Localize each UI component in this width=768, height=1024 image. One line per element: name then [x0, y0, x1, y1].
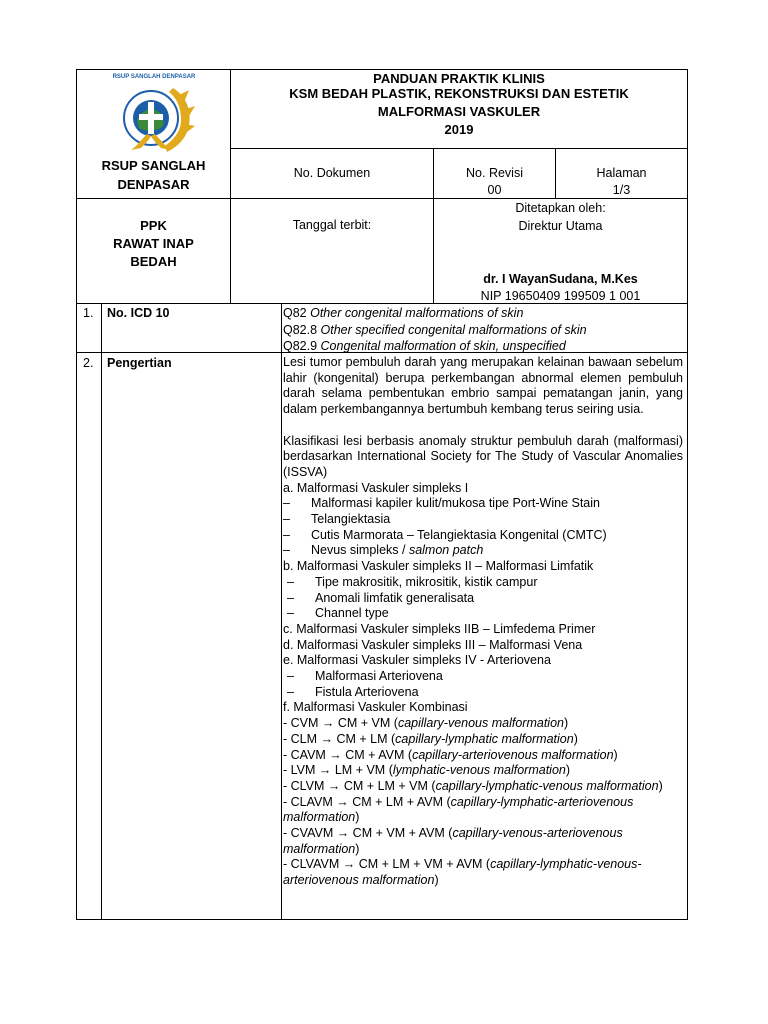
combo-item: [283, 748, 683, 764]
title-line: MALFORMASI VASKULER: [377, 104, 541, 119]
row-number: 1.: [83, 306, 94, 320]
combo-desc: capillary-lymphatic-venous-arteriovenous malformation: [283, 857, 642, 888]
class-item: [283, 512, 683, 528]
combo-item: [283, 732, 683, 748]
ditetapkan-label: Ditetapkan oleh:: [515, 201, 606, 215]
class-item-text: Cutis Marmorata – Telangiektasia Kongenital (CMTC): [311, 527, 607, 542]
document-header-table: [76, 69, 688, 304]
ppk-content-table: [76, 303, 688, 920]
logo-caption: RSUP SANGLAH DENPASAR: [112, 74, 196, 80]
dash-bullet: –: [287, 574, 294, 589]
combo-formula: - CVM → CM + VM (: [283, 716, 398, 731]
no-revisi: [434, 166, 555, 198]
class-item-text: Tipe makrositik, mikrositik, kistik campur: [315, 574, 538, 589]
classification-paragraph: Klasifikasi lesi berbasis anomaly struktur pembuluh darah (malformasi) berdasarkan International Society for The Study of Vascular Anomalies (ISSVA): [283, 433, 683, 479]
signer-nip: NIP 19650409 199509 1 001: [480, 289, 641, 303]
title-line: PANDUAN PRAKTIK KLINIS: [373, 71, 545, 86]
combo-formula: - CLAVM → CM + LM + AVM (: [283, 794, 451, 809]
combo-item: [283, 716, 683, 732]
icd-code: Q82.9: [283, 339, 321, 353]
signer-name: dr. I WayanSudana, M.Kes: [483, 272, 638, 286]
direktur-label: Direktur Utama: [518, 219, 603, 233]
icd-code-line: [283, 322, 683, 339]
title-line: 2019: [444, 122, 474, 137]
definition-paragraph: Lesi tumor pembuluh darah yang merupakan kelainan bawaan sebelum lahir (kongenital) berupa perkembangan abnormal elemen pembuluh darah selama pembentukan embrio sampai pematangan janin, yang dalam perkembangannya bertumbuh kembang terus seiring usia.: [283, 355, 683, 417]
combo-formula: - CAVM → CM + AVM (: [283, 747, 413, 762]
combo-item: [283, 763, 683, 779]
no-revisi-label: No. Revisi: [466, 166, 523, 180]
combo-end: ): [658, 778, 663, 793]
row-number: 2.: [83, 356, 94, 370]
combo-item: [283, 779, 683, 795]
combo-end: ): [565, 763, 571, 778]
combo-item: [283, 857, 683, 888]
class-item-text: Malformasi kapiler kulit/mukosa tipe Port-Wine Stain: [311, 496, 600, 511]
class-item: [283, 685, 683, 701]
combo-formula: - CLM → CM + LM (: [283, 731, 396, 746]
combo-desc: capillary-arteriovenous malformation: [412, 747, 614, 762]
class-item-text: Telangiektasia: [311, 512, 391, 527]
class-item: [283, 669, 683, 685]
combo-end: ): [434, 873, 439, 888]
class-item-text: Nevus simpleks /: [311, 543, 409, 558]
combo-end: ): [613, 747, 618, 762]
combo-formula: - CLVM → CM + LM + VM (: [283, 778, 436, 793]
class-item: [283, 591, 683, 607]
hospital-logo-icon: [111, 76, 197, 158]
class-item-text: Fistula Arteriovena: [315, 684, 419, 699]
hospital-logo: [111, 76, 197, 158]
class-heading: c. Malformasi Vaskuler simpleks IIB – Limfedema Primer: [283, 621, 596, 636]
combo-desc: capillary-lymphatic-venous malformation: [435, 778, 659, 793]
icd-code: Q82: [283, 306, 311, 320]
dash-bullet: –: [283, 543, 290, 558]
dash-bullet: –: [287, 606, 294, 621]
dash-bullet: –: [287, 669, 294, 684]
halaman: [556, 166, 687, 198]
icd-code: Q82.8: [283, 322, 321, 337]
title-line: KSM BEDAH PLASTIK, REKONSTRUKSI DAN ESTETIK: [289, 86, 629, 101]
halaman-label: Halaman: [596, 166, 647, 180]
icd-code-line: [283, 305, 683, 322]
combo-formula: - CVAVM → CM + VM + AVM (: [283, 826, 453, 841]
class-item-text: Malformasi Arteriovena: [315, 669, 443, 684]
row-label-pengertian: Pengertian: [107, 356, 172, 370]
combo-end: ): [355, 810, 360, 825]
class-item: [283, 606, 683, 622]
combo-item: [283, 826, 683, 857]
icd-desc: Other specified congenital malformations of skin: [320, 322, 587, 337]
dash-bullet: –: [283, 527, 290, 542]
header-divider: [77, 198, 687, 199]
combo-desc: lymphatic-venous malformation: [392, 763, 566, 778]
dash-bullet: –: [283, 512, 290, 527]
class-item: [283, 575, 683, 591]
combo-formula: - LVM → LM + VM (: [283, 763, 393, 778]
class-heading: a. Malformasi Vaskuler simpleks I: [283, 480, 469, 495]
ppk-block: [77, 217, 230, 271]
combo-end: ): [563, 716, 569, 731]
column-divider: [101, 304, 102, 919]
hospital-name: [77, 156, 230, 194]
combo-end: ): [355, 841, 360, 856]
icd-codes: [283, 305, 683, 355]
ppk-line: RAWAT INAP: [113, 236, 194, 251]
class-item: [283, 496, 683, 512]
header-divider: [230, 148, 687, 149]
no-revisi-value: 00: [487, 183, 502, 197]
halaman-value: 1/3: [612, 183, 631, 197]
combo-formula: - CLVAVM → CM + LM + VM + AVM (: [283, 857, 491, 872]
class-heading: b. Malformasi Vaskuler simpleks II – Malformasi Limfatik: [283, 559, 594, 574]
ppk-line: BEDAH: [130, 254, 177, 269]
class-item-italic: salmon patch: [408, 543, 484, 558]
tanggal-terbit-label: Tanggal terbit:: [292, 218, 372, 232]
combo-item: [283, 795, 683, 826]
class-heading: d. Malformasi Vaskuler simpleks III – Malformasi Vena: [283, 637, 583, 652]
combo-end: ): [573, 731, 578, 746]
column-divider: [281, 304, 282, 919]
combo-desc: capillary-venous-arteriovenous malformation: [283, 826, 623, 856]
class-item-text: Channel type: [315, 606, 389, 621]
pengertian-content: [283, 355, 683, 889]
combo-desc: capillary-lymphatic-arteriovenous malformation: [283, 794, 634, 825]
row-label-icd: No. ICD 10: [107, 306, 170, 320]
class-item-text: Anomali limfatik generalisata: [315, 590, 475, 605]
class-heading: e. Malformasi Vaskuler simpleks IV - Arteriovena: [283, 653, 551, 668]
icd-desc: Other congenital malformations of skin: [310, 306, 524, 320]
hospital-name-line: RSUP SANGLAH: [101, 158, 206, 173]
ditetapkan-block: [434, 200, 687, 304]
class-item: [283, 528, 683, 544]
ppk-line: PPK: [140, 218, 167, 233]
hospital-name-line: DENPASAR: [117, 177, 190, 192]
combo-desc: capillary-lymphatic malformation: [395, 731, 574, 746]
document-title: [231, 71, 687, 138]
class-item: [283, 543, 683, 559]
combo-desc: capillary-venous malformation: [397, 716, 564, 731]
dash-bullet: –: [283, 496, 290, 511]
no-dokumen-label: No. Dokumen: [293, 166, 371, 180]
icd-code-line: [283, 338, 683, 355]
dash-bullet: –: [287, 684, 294, 699]
dash-bullet: –: [287, 590, 294, 605]
icd-desc: Congenital malformation of skin, unspecified: [320, 339, 566, 353]
class-heading: f. Malformasi Vaskuler Kombinasi: [283, 700, 468, 715]
